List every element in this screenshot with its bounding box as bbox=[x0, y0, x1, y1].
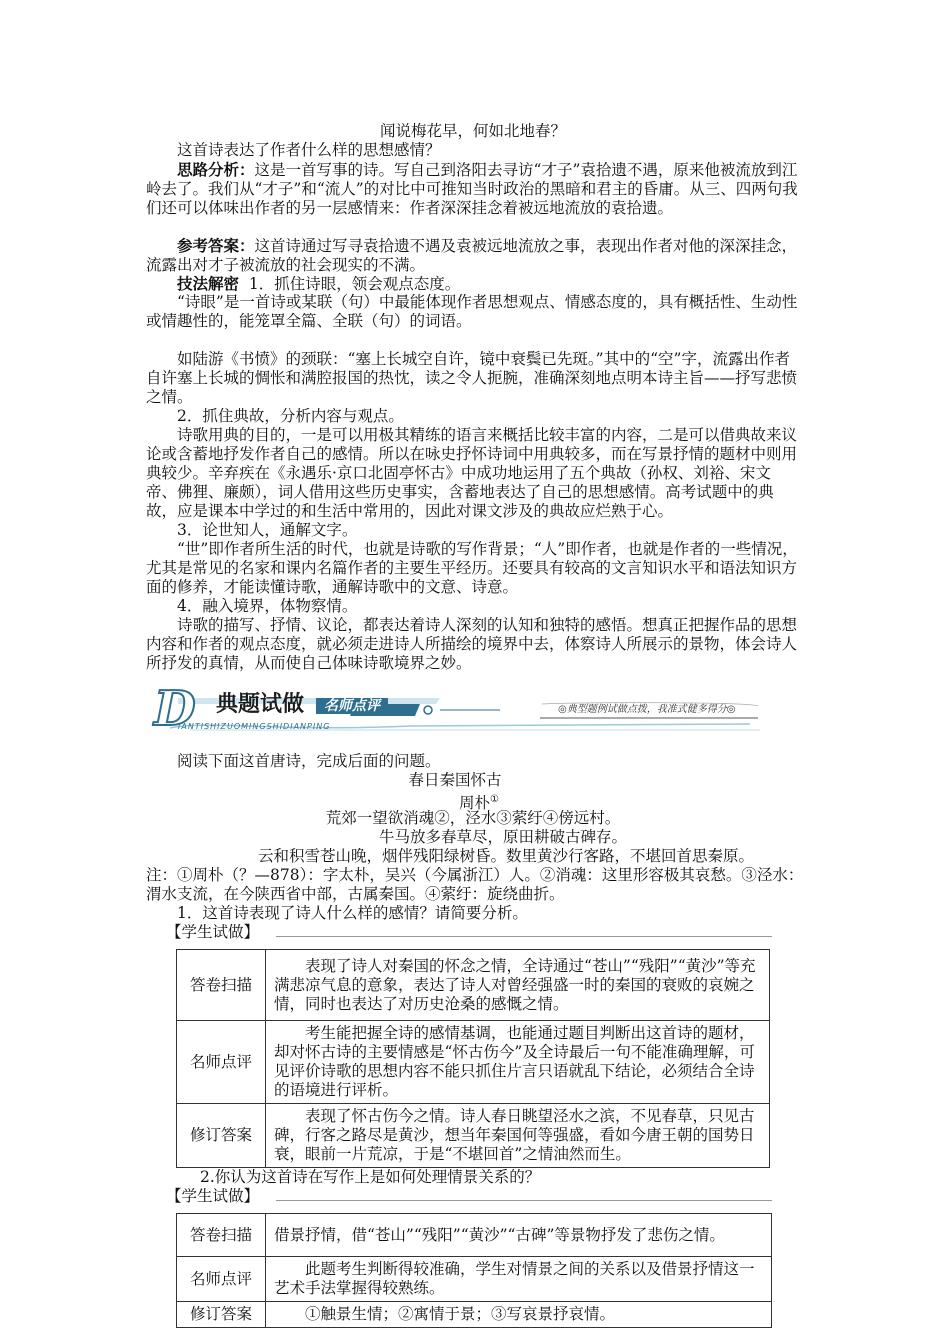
table-row bbox=[177, 1302, 772, 1328]
technique-4-para: 诗歌的描写、抒情、议论，都表达着诗人深刻的认知和独特的感悟。想真正把握作品的思想内容和作者的观点态度，就必须走进诗人所描绘的境界中去，体察诗人所展示的景物，体会诗人所抒发的真情，从而使自己体味诗歌境界之妙。 bbox=[146, 616, 798, 672]
row-content: 此题考生判断得较准确，学生对情景之间的关系以及借景抒情这一艺术手法掌握得较熟练。 bbox=[266, 1257, 772, 1302]
technique-label: 技法解密 bbox=[177, 274, 240, 293]
poem-author: 周朴① bbox=[459, 794, 499, 813]
banner-letter: D bbox=[154, 681, 196, 737]
row-content: 表现了怀古伤今之情。诗人春日眺望泾水之滨，不见春草，只见古碑，行客之路尽是黄沙，想当年秦国何等强盛，看如今唐王朝的国势日衰，眼前一片荒凉，于是“不堪回首”之情油然而生。 bbox=[266, 1104, 770, 1168]
answer-line-2 bbox=[276, 1200, 772, 1201]
row-label: 答卷扫描 bbox=[177, 950, 266, 1021]
answer-text: 这首诗通过写寻袁拾遗不遇及袁被远地流放之事，表现出作者对他的深深挂念，流露出对才子被流放的社会现实的不满。 bbox=[146, 237, 798, 274]
review-table-2 bbox=[176, 1213, 772, 1328]
row-content: 表现了诗人对秦国的怀念之情，全诗通过“苍山”“残阳”“黄沙”等充满悲凉气息的意象，表达了诗人对曾经强盛一时的秦国的衰败的哀婉之情，同时也表达了对历史沧桑的感慨之情。 bbox=[266, 950, 770, 1021]
row-label: 修订答案 bbox=[177, 1302, 266, 1328]
poem-last-line: 闻说梅花早，何如北地春？ bbox=[379, 122, 566, 140]
technique-1-para-1: “诗眼”是一首诗或某联（句）中最能体现作者思想观点、情感态度的，具有概括性、生动性或情趣性的，能笼罩全篇、全联（句）的词语。 bbox=[146, 293, 798, 330]
table-row bbox=[177, 950, 770, 1021]
technique-1-title: 技法解密 1．抓住诗眼，领会观点态度。 bbox=[177, 274, 461, 293]
question-2: 2.你认为这首诗在写作上是如何处理情景关系的？ bbox=[200, 1168, 541, 1186]
analysis-label: 思路分析： bbox=[177, 160, 255, 179]
row-label: 名师点评 bbox=[177, 1021, 266, 1104]
banner-title: 典题试做 bbox=[216, 692, 305, 717]
technique-3-para: “世”即作者所生活的时代，也就是诗歌的写作背景；“人”即作者，也就是作者的一些情况，尤其是常见的名家和课内名篇作者的主要生平经历。还要具有较高的文言知识水平和语法知识方面的修养，才能读懂诗歌，通解诗歌中的文意、诗意。 bbox=[146, 540, 798, 596]
analysis-text: 这是一首写事的诗。写自己到洛阳去寻访“才子”袁拾遗不遇，原来他被流放到江岭去了。我们从“才子”和“流人”的对比中可推知当时政治的黑暗和君主的昏庸。从三、四两句我们还可以体味出作者的另一层感情来：作者深深挂念着被远地流放的袁拾遗。 bbox=[146, 161, 798, 217]
technique-2-title: 2．抓住典故，分析内容与观点。 bbox=[177, 407, 404, 425]
review-table-1 bbox=[176, 949, 770, 1168]
technique-2-para: 诗歌用典的目的，一是可以用极其精练的语言来概括比较丰富的内容，二是可以借典故来议论或含蓄地抒发作者自己的感情。所以在咏史抒怀诗词中用典较多，而在写景抒情的题材中则用典较少。辛弃疾在《永遇乐·京口北固亭怀古》中成功地运用了五个典故（孙权、刘裕、宋文帝、佛狸、廉颇），词人借用这些历史事实，含蓄地表达了自己的思想感情。高考试题中的典故，应是课本中学过的和生活中常用的，因此对课文涉及的典故应烂熟于心。 bbox=[146, 426, 798, 520]
technique-3-title: 3．论世知人，通解文字。 bbox=[177, 521, 358, 539]
poem-notes: 注：①周朴（？—878）：字太朴，吴兴（今属浙江）人。②消魂：这里形容极其哀愁。③泾水：渭水支流，在今陕西省中部，古属秦国。④萦纡：旋绕曲折。 bbox=[146, 866, 804, 903]
table-row bbox=[177, 1257, 772, 1302]
row-label: 修订答案 bbox=[177, 1104, 266, 1168]
table-row bbox=[177, 1104, 770, 1168]
poem-title: 春日秦国怀古 bbox=[408, 771, 502, 789]
section-banner bbox=[150, 681, 770, 740]
answer-paragraph bbox=[146, 236, 800, 275]
answer-label: 参考答案： bbox=[177, 236, 255, 255]
student-label-1: 【学生试做】 bbox=[166, 923, 260, 941]
technique-4-title: 4．融入境界，体物察情。 bbox=[177, 597, 358, 615]
table-row bbox=[177, 1214, 772, 1257]
banner-pinyin: IANTISHIZUOMINGSHIDIANPING bbox=[178, 722, 331, 731]
analysis-paragraph bbox=[146, 160, 800, 218]
question-text: 这首诗表达了作者什么样的思想感情？ bbox=[177, 141, 441, 159]
question-1: 1．这首诗表现了诗人什么样的感情？请简要分析。 bbox=[177, 904, 528, 922]
poem-line-2: 牛马放多春草尽，原田耕破古碑存。 bbox=[378, 828, 627, 846]
row-content: 借景抒情，借“苍山”“残阳”“黄沙”“古碑”等景物抒发了悲伤之情。 bbox=[266, 1214, 772, 1257]
row-label: 答卷扫描 bbox=[177, 1214, 266, 1257]
student-label-2: 【学生试做】 bbox=[166, 1187, 260, 1205]
table-row bbox=[177, 1021, 770, 1104]
answer-line-1 bbox=[276, 936, 772, 937]
row-content: ①触景生情；②寓情于景；③写哀景抒哀情。 bbox=[266, 1302, 772, 1328]
poem-line-1: 荒郊一望欲消魂②，泾水③萦纡④傍远村。 bbox=[325, 809, 621, 827]
technique-1-para-2: 如陆游《书愤》的颈联：“塞上长城空自许，镜中衰鬓已先斑。”其中的“空”字，流露出作者自许塞上长城的惆怅和满腔报国的热忱，读之令人扼腕，准确深刻地点明本诗主旨——抒写悲愤之情。 bbox=[146, 350, 798, 406]
row-content: 考生能把握全诗的感情基调，也能通过题目判断出这首诗的题材，却对怀古诗的主要情感是“怀古伤今”及全诗最后一句不能准确理解，可见评价诗歌的思想内容不能只抓住片言只语就乱下结论，必须结合全诗的语境进行评析。 bbox=[266, 1021, 770, 1104]
banner-slogan: ◎典型题例试做点拨，我准式健多得分◎ bbox=[558, 704, 736, 715]
poem-intro: 阅读下面这首唐诗，完成后面的问题。 bbox=[177, 752, 441, 770]
poem-line-3: 云和积雪苍山晚，烟伴残阳绿树昏。数里黄沙行客路，不堪回首思秦原。 bbox=[257, 847, 754, 865]
row-label: 名师点评 bbox=[177, 1257, 266, 1302]
banner-badge: 名师点评 bbox=[316, 698, 388, 714]
